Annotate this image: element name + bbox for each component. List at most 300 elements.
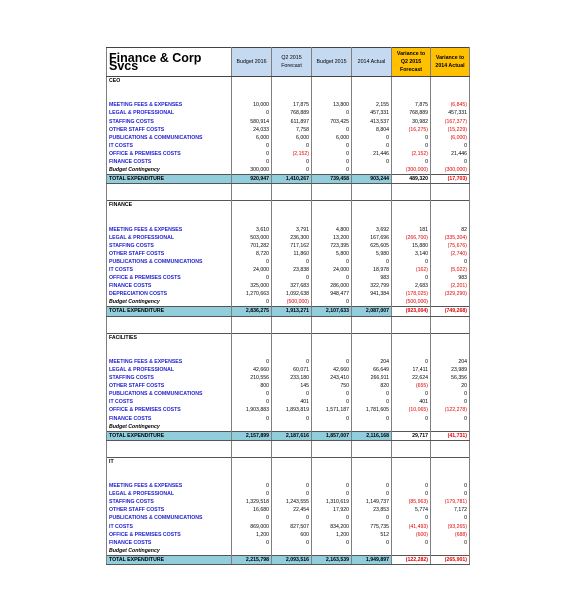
cell-q2-2015-forecast: 0 xyxy=(272,414,312,422)
cell-variance-2014-actual: 0 xyxy=(431,398,470,406)
cell-budget-2015: 0 xyxy=(312,390,352,398)
cell-variance-2014-actual: (329,290) xyxy=(431,290,470,298)
cell-2014-actual: 0 xyxy=(352,490,392,498)
cell-budget-2016: 0 xyxy=(232,539,272,547)
cell-2014-actual: 2,155 xyxy=(352,101,392,109)
cell-budget-2016: 580,914 xyxy=(232,117,272,125)
blank-row xyxy=(107,93,470,101)
blank-cell xyxy=(312,325,352,334)
section-title: IT xyxy=(107,457,232,466)
cell-variance-q2-forecast: 0 xyxy=(392,514,431,522)
blank-row xyxy=(107,192,470,201)
cell-budget-2015: 0 xyxy=(312,109,352,117)
cell-budget-2015: 723,395 xyxy=(312,242,352,250)
cell-q2-2015-forecast: 0 xyxy=(272,390,312,398)
row-label: LEGAL & PROFESSIONAL xyxy=(107,109,232,117)
cell-variance-2014-actual: (93,265) xyxy=(431,523,470,531)
blank-cell xyxy=(107,325,232,334)
row-label: PUBLICATIONS & COMMUNICATIONS xyxy=(107,134,232,142)
cell-budget-2015 xyxy=(312,547,352,556)
cell-variance-q2-forecast: 401 xyxy=(392,398,431,406)
cell-q2-2015-forecast: (2,152) xyxy=(272,150,312,158)
blank-cell xyxy=(232,449,272,458)
row-label: FINANCE COSTS xyxy=(107,282,232,290)
table-row xyxy=(107,282,470,290)
blank-cell xyxy=(272,201,312,210)
total-variance-q2-forecast: 489,320 xyxy=(392,175,431,184)
blank-cell xyxy=(392,93,431,101)
row-label: IT COSTS xyxy=(107,523,232,531)
cell-2014-actual xyxy=(352,298,392,307)
table-row xyxy=(107,374,470,382)
blank-cell xyxy=(232,342,272,350)
blank-cell xyxy=(431,350,470,358)
cell-2014-actual: 167,696 xyxy=(352,234,392,242)
total-variance-q2-forecast: 29,717 xyxy=(392,431,431,440)
cell-variance-2014-actual: 0 xyxy=(431,390,470,398)
cell-budget-2015: 0 xyxy=(312,150,352,158)
blank-cell xyxy=(232,184,272,193)
blank-cell xyxy=(107,440,232,449)
blank-cell xyxy=(392,333,431,342)
blank-cell xyxy=(312,342,352,350)
blank-cell xyxy=(272,449,312,458)
blank-row xyxy=(107,350,470,358)
cell-q2-2015-forecast: 0 xyxy=(272,274,312,282)
blank-cell xyxy=(431,325,470,334)
cell-budget-2015 xyxy=(312,423,352,432)
section-title: FINANCE xyxy=(107,201,232,210)
cell-budget-2016: 0 xyxy=(232,258,272,266)
blank-cell xyxy=(232,192,272,201)
cell-variance-2014-actual: (75,676) xyxy=(431,242,470,250)
row-label: Budget Contingency xyxy=(107,298,232,307)
table-row xyxy=(107,234,470,242)
cell-variance-q2-forecast xyxy=(392,547,431,556)
table-row xyxy=(107,134,470,142)
cell-variance-2014-actual: 23,989 xyxy=(431,366,470,374)
blank-cell xyxy=(272,350,312,358)
blank-cell xyxy=(272,457,312,466)
blank-cell xyxy=(352,333,392,342)
total-label: TOTAL EXPENDITURE xyxy=(107,431,232,440)
cell-budget-2016: 300,000 xyxy=(232,166,272,175)
row-label: OTHER STAFF COSTS xyxy=(107,126,232,134)
cell-budget-2016: 0 xyxy=(232,390,272,398)
blank-cell xyxy=(107,316,232,325)
cell-budget-2015: 17,920 xyxy=(312,506,352,514)
row-label: MEETING FEES & EXPENSES xyxy=(107,358,232,366)
cell-variance-2014-actual: (688) xyxy=(431,531,470,539)
blank-cell xyxy=(232,85,272,93)
total-variance-q2-forecast: (923,004) xyxy=(392,307,431,316)
cell-2014-actual: 23,853 xyxy=(352,506,392,514)
blank-cell xyxy=(232,316,272,325)
cell-q2-2015-forecast: 1,893,819 xyxy=(272,406,312,414)
row-label: Budget Contingency xyxy=(107,423,232,432)
blank-cell xyxy=(431,316,470,325)
row-label: STAFFING COSTS xyxy=(107,498,232,506)
cell-q2-2015-forecast: (500,000) xyxy=(272,298,312,307)
cell-q2-2015-forecast: 1,243,555 xyxy=(272,498,312,506)
col-header-variance-q2-forecast: Variance to Q2 2015 Forecast xyxy=(392,48,431,77)
cell-variance-q2-forecast: 181 xyxy=(392,226,431,234)
cell-q2-2015-forecast: 600 xyxy=(272,531,312,539)
cell-variance-q2-forecast: 0 xyxy=(392,134,431,142)
blank-cell xyxy=(392,325,431,334)
row-label: PUBLICATIONS & COMMUNICATIONS xyxy=(107,390,232,398)
total-q2-2015-forecast: 2,093,516 xyxy=(272,555,312,564)
cell-variance-2014-actual: 0 xyxy=(431,490,470,498)
table-row xyxy=(107,547,470,556)
row-label: STAFFING COSTS xyxy=(107,242,232,250)
table-row xyxy=(107,358,470,366)
cell-q2-2015-forecast: 236,300 xyxy=(272,234,312,242)
blank-cell xyxy=(352,449,392,458)
cell-2014-actual: 266,911 xyxy=(352,374,392,382)
cell-variance-2014-actual: (167,377) xyxy=(431,117,470,125)
cell-q2-2015-forecast: 0 xyxy=(272,142,312,150)
col-header-budget-2016: Budget 2016 xyxy=(232,48,272,77)
cell-q2-2015-forecast: 1,092,638 xyxy=(272,290,312,298)
blank-cell xyxy=(431,217,470,225)
blank-cell xyxy=(272,474,312,482)
total-variance-2014-actual: (41,731) xyxy=(431,431,470,440)
total-q2-2015-forecast: 1,410,267 xyxy=(272,175,312,184)
cell-q2-2015-forecast: 17,875 xyxy=(272,101,312,109)
blank-cell xyxy=(392,466,431,474)
cell-variance-q2-forecast: (600) xyxy=(392,531,431,539)
blank-cell xyxy=(352,350,392,358)
blank-row xyxy=(107,466,470,474)
row-label: STAFFING COSTS xyxy=(107,117,232,125)
cell-variance-2014-actual: 0 xyxy=(431,258,470,266)
cell-budget-2016 xyxy=(232,547,272,556)
cell-2014-actual: 1,149,737 xyxy=(352,498,392,506)
table-row xyxy=(107,226,470,234)
total-q2-2015-forecast: 1,913,271 xyxy=(272,307,312,316)
blank-cell xyxy=(352,457,392,466)
blank-cell xyxy=(312,93,352,101)
cell-variance-q2-forecast: 0 xyxy=(392,142,431,150)
cell-budget-2015: 0 xyxy=(312,358,352,366)
row-label: IT COSTS xyxy=(107,398,232,406)
cell-q2-2015-forecast: 611,897 xyxy=(272,117,312,125)
cell-budget-2015: 0 xyxy=(312,126,352,134)
row-label: STAFFING COSTS xyxy=(107,374,232,382)
cell-variance-q2-forecast: (266,700) xyxy=(392,234,431,242)
cell-variance-2014-actual: (5,022) xyxy=(431,266,470,274)
blank-cell xyxy=(312,333,352,342)
cell-variance-q2-forecast: (500,000) xyxy=(392,298,431,307)
cell-variance-2014-actual: 0 xyxy=(431,414,470,422)
cell-2014-actual: 0 xyxy=(352,258,392,266)
cell-q2-2015-forecast: 60,071 xyxy=(272,366,312,374)
total-label: TOTAL EXPENDITURE xyxy=(107,175,232,184)
cell-budget-2016: 800 xyxy=(232,382,272,390)
blank-cell xyxy=(352,209,392,217)
cell-2014-actual xyxy=(352,547,392,556)
cell-budget-2015: 750 xyxy=(312,382,352,390)
cell-variance-q2-forecast: 15,880 xyxy=(392,242,431,250)
blank-row xyxy=(107,325,470,334)
blank-cell xyxy=(392,474,431,482)
blank-cell xyxy=(312,457,352,466)
cell-q2-2015-forecast: 22,454 xyxy=(272,506,312,514)
cell-q2-2015-forecast xyxy=(272,547,312,556)
cell-2014-actual: 8,804 xyxy=(352,126,392,134)
blank-cell xyxy=(272,209,312,217)
table-row xyxy=(107,150,470,158)
total-budget-2016: 2,215,798 xyxy=(232,555,272,564)
cell-variance-q2-forecast: 0 xyxy=(392,414,431,422)
total-row xyxy=(107,555,470,564)
table-row xyxy=(107,382,470,390)
blank-row xyxy=(107,342,470,350)
blank-cell xyxy=(431,466,470,474)
cell-variance-q2-forecast: 0 xyxy=(392,490,431,498)
cell-budget-2015: 4,800 xyxy=(312,226,352,234)
total-2014-actual: 903,244 xyxy=(352,175,392,184)
row-label: LEGAL & PROFESSIONAL xyxy=(107,234,232,242)
section-header-row xyxy=(107,77,470,86)
blank-cell xyxy=(431,77,470,86)
blank-cell xyxy=(431,342,470,350)
row-label: OFFICE & PREMISES COSTS xyxy=(107,274,232,282)
cell-variance-2014-actual xyxy=(431,423,470,432)
cell-budget-2016: 1,903,883 xyxy=(232,406,272,414)
blank-cell xyxy=(352,342,392,350)
cell-q2-2015-forecast: 0 xyxy=(272,514,312,522)
row-label: PUBLICATIONS & COMMUNICATIONS xyxy=(107,514,232,522)
cell-budget-2016: 24,033 xyxy=(232,126,272,134)
cell-budget-2016: 701,282 xyxy=(232,242,272,250)
cell-budget-2015: 1,571,187 xyxy=(312,406,352,414)
cell-budget-2016: 0 xyxy=(232,109,272,117)
cell-variance-2014-actual: 457,331 xyxy=(431,109,470,117)
blank-cell xyxy=(107,466,232,474)
table-row xyxy=(107,101,470,109)
cell-variance-q2-forecast: 0 xyxy=(392,539,431,547)
row-label: OFFICE & PREMISES COSTS xyxy=(107,406,232,414)
cell-budget-2015: 0 xyxy=(312,490,352,498)
cell-2014-actual: 3,692 xyxy=(352,226,392,234)
total-budget-2016: 2,836,275 xyxy=(232,307,272,316)
blank-cell xyxy=(232,466,272,474)
cell-budget-2015: 0 xyxy=(312,142,352,150)
blank-cell xyxy=(352,316,392,325)
blank-cell xyxy=(312,184,352,193)
cell-2014-actual: 0 xyxy=(352,158,392,166)
row-label: IT COSTS xyxy=(107,142,232,150)
blank-cell xyxy=(431,85,470,93)
cell-budget-2015: 42,660 xyxy=(312,366,352,374)
col-header-q2-2015-forecast: Q2 2015 Forecast xyxy=(272,48,312,77)
blank-cell xyxy=(312,85,352,93)
table-row xyxy=(107,158,470,166)
cell-budget-2016: 325,000 xyxy=(232,282,272,290)
blank-cell xyxy=(272,316,312,325)
section-header-row xyxy=(107,333,470,342)
cell-budget-2016: 0 xyxy=(232,142,272,150)
cell-q2-2015-forecast: 11,860 xyxy=(272,250,312,258)
blank-cell xyxy=(392,184,431,193)
cell-variance-2014-actual xyxy=(431,298,470,307)
row-label: MEETING FEES & EXPENSES xyxy=(107,226,232,234)
blank-cell xyxy=(107,192,232,201)
cell-variance-q2-forecast: 0 xyxy=(392,358,431,366)
cell-budget-2016: 0 xyxy=(232,298,272,307)
cell-budget-2016: 0 xyxy=(232,358,272,366)
blank-cell xyxy=(312,316,352,325)
blank-cell xyxy=(232,209,272,217)
row-label: PUBLICATIONS & COMMUNICATIONS xyxy=(107,258,232,266)
blank-cell xyxy=(352,466,392,474)
cell-budget-2015: 0 xyxy=(312,274,352,282)
blank-cell xyxy=(107,350,232,358)
cell-variance-q2-forecast: 3,140 xyxy=(392,250,431,258)
cell-budget-2016: 0 xyxy=(232,158,272,166)
cell-budget-2015: 1,310,619 xyxy=(312,498,352,506)
cell-budget-2015: 0 xyxy=(312,398,352,406)
cell-2014-actual: 0 xyxy=(352,482,392,490)
table-row xyxy=(107,406,470,414)
cell-2014-actual: 0 xyxy=(352,414,392,422)
blank-cell xyxy=(392,316,431,325)
cell-variance-2014-actual: 0 xyxy=(431,158,470,166)
table-row xyxy=(107,523,470,531)
cell-variance-2014-actual: 983 xyxy=(431,274,470,282)
cell-2014-actual: 1,781,605 xyxy=(352,406,392,414)
blank-cell xyxy=(352,77,392,86)
cell-variance-2014-actual: 0 xyxy=(431,514,470,522)
blank-cell xyxy=(107,474,232,482)
row-label: DEPRECIATION COSTS xyxy=(107,290,232,298)
cell-variance-2014-actual: (179,781) xyxy=(431,498,470,506)
cell-variance-2014-actual: (300,000) xyxy=(431,166,470,175)
cell-q2-2015-forecast: 0 xyxy=(272,490,312,498)
row-label: OFFICE & PREMISES COSTS xyxy=(107,531,232,539)
cell-variance-q2-forecast: (655) xyxy=(392,382,431,390)
blank-cell xyxy=(392,342,431,350)
cell-variance-2014-actual: (2,740) xyxy=(431,250,470,258)
blank-cell xyxy=(232,457,272,466)
row-label: FINANCE COSTS xyxy=(107,414,232,422)
section-header-row xyxy=(107,201,470,210)
total-budget-2015: 2,107,633 xyxy=(312,307,352,316)
cell-budget-2016: 3,610 xyxy=(232,226,272,234)
cell-q2-2015-forecast xyxy=(272,423,312,432)
table-row xyxy=(107,242,470,250)
cell-variance-2014-actual: 56,356 xyxy=(431,374,470,382)
cell-budget-2015: 0 xyxy=(312,514,352,522)
blank-cell xyxy=(352,325,392,334)
blank-cell xyxy=(272,217,312,225)
cell-variance-q2-forecast: (178,025) xyxy=(392,290,431,298)
cell-variance-q2-forecast: 30,982 xyxy=(392,117,431,125)
cell-budget-2015: 13,200 xyxy=(312,234,352,242)
cell-q2-2015-forecast: 7,758 xyxy=(272,126,312,134)
row-label: FINANCE COSTS xyxy=(107,158,232,166)
table-row xyxy=(107,390,470,398)
total-2014-actual: 2,087,007 xyxy=(352,307,392,316)
total-variance-2014-actual: (749,268) xyxy=(431,307,470,316)
blank-cell xyxy=(392,201,431,210)
table-row xyxy=(107,506,470,514)
blank-cell xyxy=(232,77,272,86)
blank-row xyxy=(107,440,470,449)
cell-variance-q2-forecast xyxy=(392,423,431,432)
blank-cell xyxy=(431,457,470,466)
cell-budget-2016: 0 xyxy=(232,414,272,422)
cell-budget-2016: 6,000 xyxy=(232,134,272,142)
table-row xyxy=(107,366,470,374)
blank-cell xyxy=(272,77,312,86)
blank-cell xyxy=(312,350,352,358)
cell-variance-q2-forecast: 22,624 xyxy=(392,374,431,382)
cell-budget-2015: 834,200 xyxy=(312,523,352,531)
blank-cell xyxy=(272,184,312,193)
section-title: CEO xyxy=(107,77,232,86)
row-label: FINANCE COSTS xyxy=(107,539,232,547)
cell-variance-2014-actual: (335,304) xyxy=(431,234,470,242)
total-row xyxy=(107,431,470,440)
sheet-title: Finance & Corp Svcs xyxy=(107,48,232,77)
cell-q2-2015-forecast: 0 xyxy=(272,539,312,547)
cell-budget-2015: 5,800 xyxy=(312,250,352,258)
cell-variance-2014-actual: 0 xyxy=(431,482,470,490)
budget-spreadsheet xyxy=(106,47,470,565)
header-row xyxy=(107,48,470,77)
cell-2014-actual: 204 xyxy=(352,358,392,366)
blank-cell xyxy=(312,77,352,86)
table-row xyxy=(107,109,470,117)
blank-cell xyxy=(392,192,431,201)
table-row xyxy=(107,166,470,175)
cell-2014-actual: 66,649 xyxy=(352,366,392,374)
blank-cell xyxy=(272,333,312,342)
blank-cell xyxy=(392,449,431,458)
cell-2014-actual xyxy=(352,166,392,175)
blank-cell xyxy=(232,350,272,358)
blank-cell xyxy=(352,201,392,210)
cell-variance-2014-actual: (6,000) xyxy=(431,134,470,142)
blank-cell xyxy=(352,93,392,101)
blank-cell xyxy=(107,93,232,101)
table-row xyxy=(107,490,470,498)
cell-budget-2016: 16,680 xyxy=(232,506,272,514)
cell-2014-actual: 5,980 xyxy=(352,250,392,258)
section-title: FACILITIES xyxy=(107,333,232,342)
cell-budget-2016: 24,000 xyxy=(232,266,272,274)
cell-q2-2015-forecast: 145 xyxy=(272,382,312,390)
cell-variance-2014-actual: (2,201) xyxy=(431,282,470,290)
total-budget-2015: 1,857,007 xyxy=(312,431,352,440)
cell-variance-2014-actual: 204 xyxy=(431,358,470,366)
table-row xyxy=(107,482,470,490)
cell-q2-2015-forecast: 401 xyxy=(272,398,312,406)
cell-budget-2016: 503,000 xyxy=(232,234,272,242)
cell-2014-actual: 0 xyxy=(352,390,392,398)
table-row xyxy=(107,290,470,298)
col-header-variance-2014-actual: Variance to 2014 Actual xyxy=(431,48,470,77)
blank-row xyxy=(107,217,470,225)
blank-cell xyxy=(431,440,470,449)
cell-q2-2015-forecast: 0 xyxy=(272,258,312,266)
table-row xyxy=(107,142,470,150)
cell-variance-2014-actual: (6,845) xyxy=(431,101,470,109)
cell-variance-q2-forecast: (10,065) xyxy=(392,406,431,414)
